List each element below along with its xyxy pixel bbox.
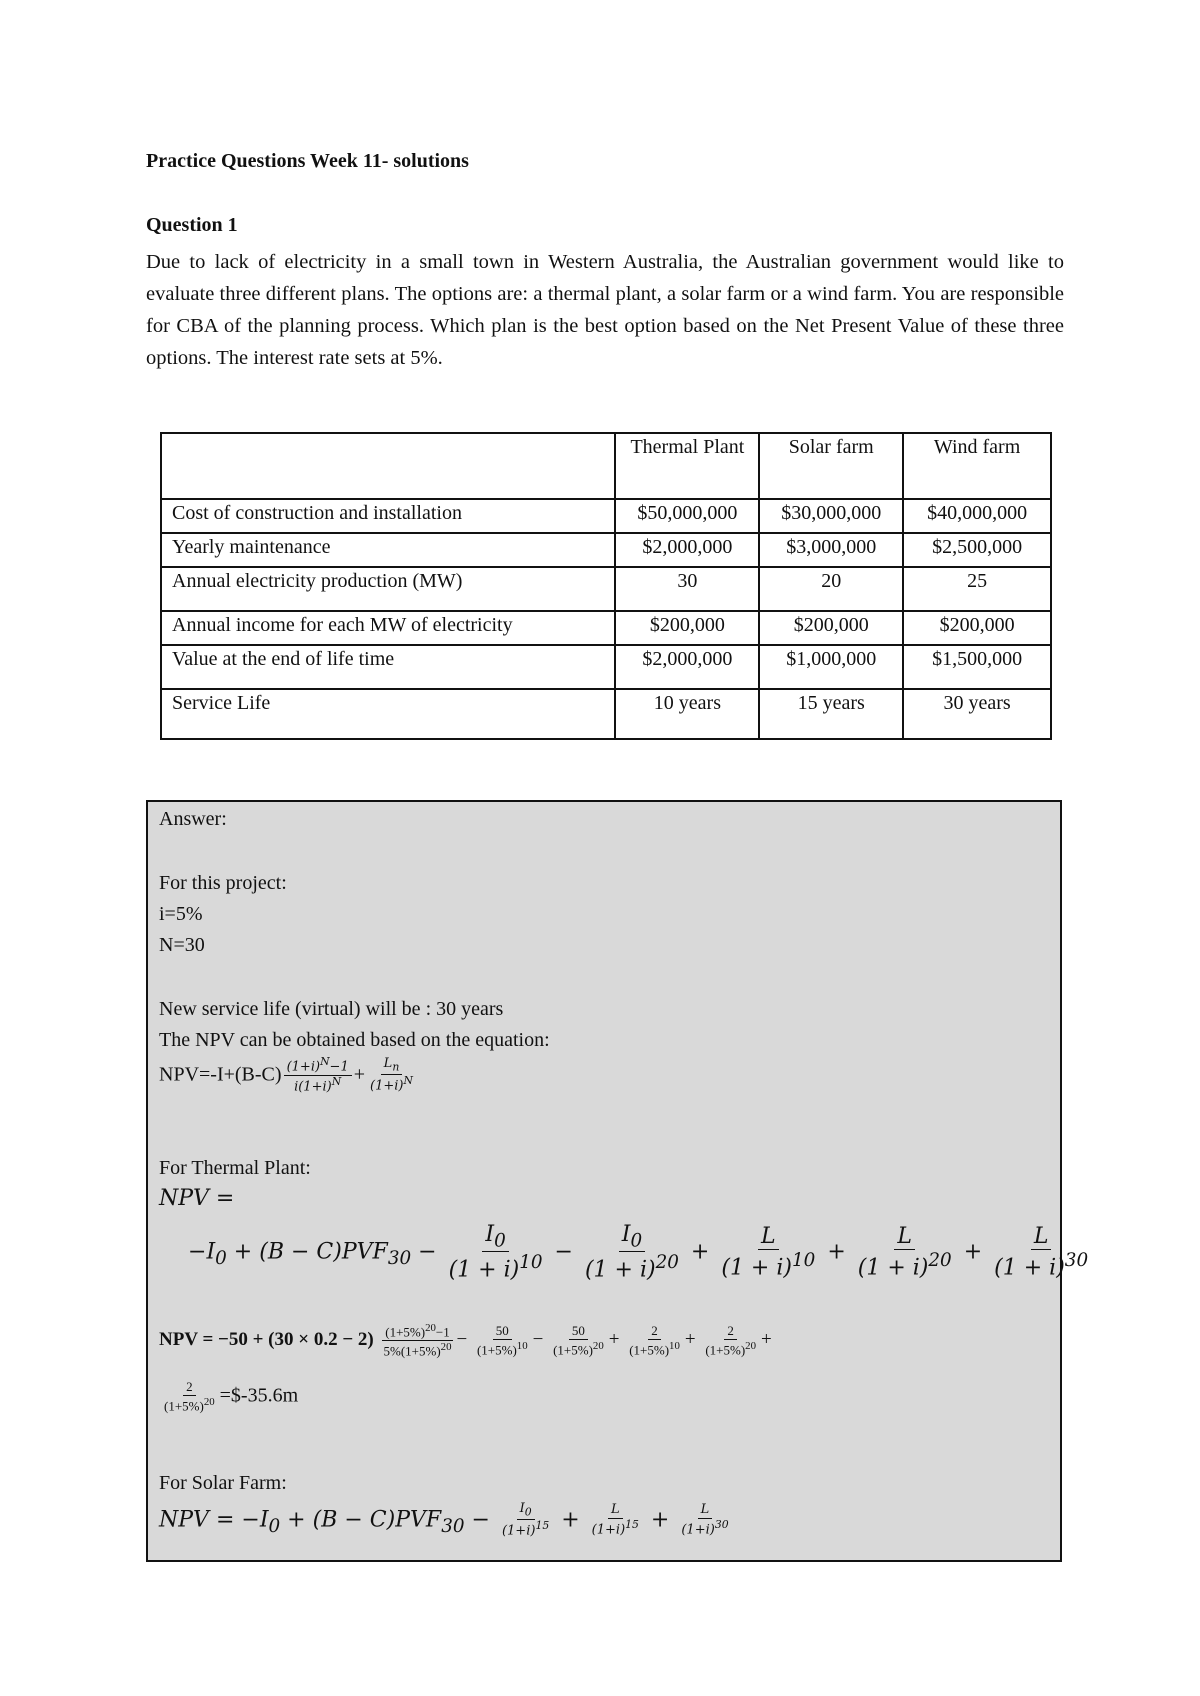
table-cell: 20 [759, 567, 903, 611]
table-row [161, 611, 1051, 645]
table-cell: $2,000,000 [615, 533, 759, 567]
answer-box [146, 800, 1089, 1562]
table-row [161, 645, 1051, 689]
table-row-label: Cost of construction and installation [161, 499, 615, 533]
table-header-row [161, 433, 1051, 499]
question-body: Due to lack of electricity in a small town in Western Australia, the Australian government would like to evaluate three different plans. The options are: a thermal plant, a solar farm or a wind farm. You are responsible for CBA of the planning process. Which plan is the best option based on the Net Present Value of these three options. The interest rate sets at 5%. [146, 251, 1064, 369]
solar-heading: For Solar Farm: [159, 1472, 287, 1494]
table-header-cell [161, 433, 615, 499]
document-title: Practice Questions Week 11- solutions [146, 150, 469, 172]
periods-line: N=30 [159, 934, 205, 956]
table-cell: 15 years [759, 689, 903, 739]
table-cell: $200,000 [903, 611, 1051, 645]
annuity-fraction: $\frac{(1+i)^N-1}{i(1+i)^N}$ [284, 1056, 352, 1096]
table-row-label: Yearly maintenance [161, 533, 615, 567]
table-row [161, 499, 1051, 533]
service-life-line: New service life (virtual) will be : 30 years [159, 998, 504, 1020]
table-row-label: Annual income for each MW of electricity [161, 611, 615, 645]
question-heading: Question 1 [146, 214, 238, 236]
table-row-label: Service Life [161, 689, 615, 739]
table-cell: $200,000 [759, 611, 903, 645]
project-comparison-table [160, 432, 1052, 740]
thermal-npv-result: $\frac{2}{(1+5\%)^{20}}$ =$-35.6m [164, 1379, 299, 1414]
npv-general-prefix: NPV=-I+(B-C) [159, 1063, 282, 1086]
table-header-cell: Solar farm [759, 433, 903, 499]
table-row [161, 689, 1051, 739]
table-cell: $1,500,000 [903, 645, 1051, 689]
table-cell: $3,000,000 [759, 533, 903, 567]
table-row-label: Annual electricity production (MW) [161, 567, 615, 611]
answer-label: Answer: [159, 808, 227, 830]
table-cell: $50,000,000 [615, 499, 759, 533]
table-cell: 30 years [903, 689, 1051, 739]
table-cell: 10 years [615, 689, 759, 739]
table-cell: $2,000,000 [615, 645, 759, 689]
thermal-heading: For Thermal Plant: [159, 1157, 311, 1179]
thermal-npv-formula: $-I_0 + (B - C)PVF_{30}$ − $\frac{I_0}{(1 + i)^{10}}$ − $\frac{I_0}{(1 + i)^{20}}$ + $\frac{L}{(1 + i)^{10}}$ + $\frac{L}{(1 + i)^{20}}$ + $\frac{L}{(1 + i)^{30}}$ [188, 1222, 1089, 1283]
table-row-label: Value at the end of life time [161, 645, 615, 689]
table-cell: $200,000 [615, 611, 759, 645]
table-cell: 30 [615, 567, 759, 611]
table-row [161, 533, 1051, 567]
table-cell: $30,000,000 [759, 499, 903, 533]
table-header-cell: Thermal Plant [615, 433, 759, 499]
table-cell: $1,000,000 [759, 645, 903, 689]
table-header-cell: Wind farm [903, 433, 1051, 499]
thermal-npv-label: NPV = [159, 1186, 235, 1211]
npv-general-formula: NPV=-I+(B-C) $\frac{(1+i)^N-1}{i(1+i)^N}$ + $\frac{L_n}{(1+i)^N}$ [159, 1056, 418, 1096]
project-params-heading: For this project: [159, 872, 287, 894]
table-cell: $2,500,000 [903, 533, 1051, 567]
table-cell: $40,000,000 [903, 499, 1051, 533]
interest-rate-line: i=5% [159, 903, 203, 925]
table-cell: 25 [903, 567, 1051, 611]
salvage-fraction: $\frac{L_n}{(1+i)^N}$ [370, 1056, 413, 1094]
thermal-npv-numeric: NPV = −50 + (30 × 0.2 − 2) $\frac{(1+5\%)^{20}-1}{5\%(1+5\%)^{20}}$ − $\frac{50}{(1+5\%)^{10}}$ − $\frac{50}{(1+5\%)^{20}}$ + $\frac{2}{(1+5\%)^{10}}$ + $\frac{2}{(1+5\%)^{20}}$ + [159, 1322, 772, 1359]
solar-npv-formula: NPV = $-I_0 + (B - C)PVF_{30}$ − $\frac{I_0}{(1+i)^{15}}$ + $\frac{L}{(1+i)^{15}}$ + $\frac{L}{(1+i)^{30}}$ [159, 1501, 729, 1539]
npv-intro-line: The NPV can be obtained based on the equation: [159, 1029, 550, 1051]
table-row [161, 567, 1051, 611]
